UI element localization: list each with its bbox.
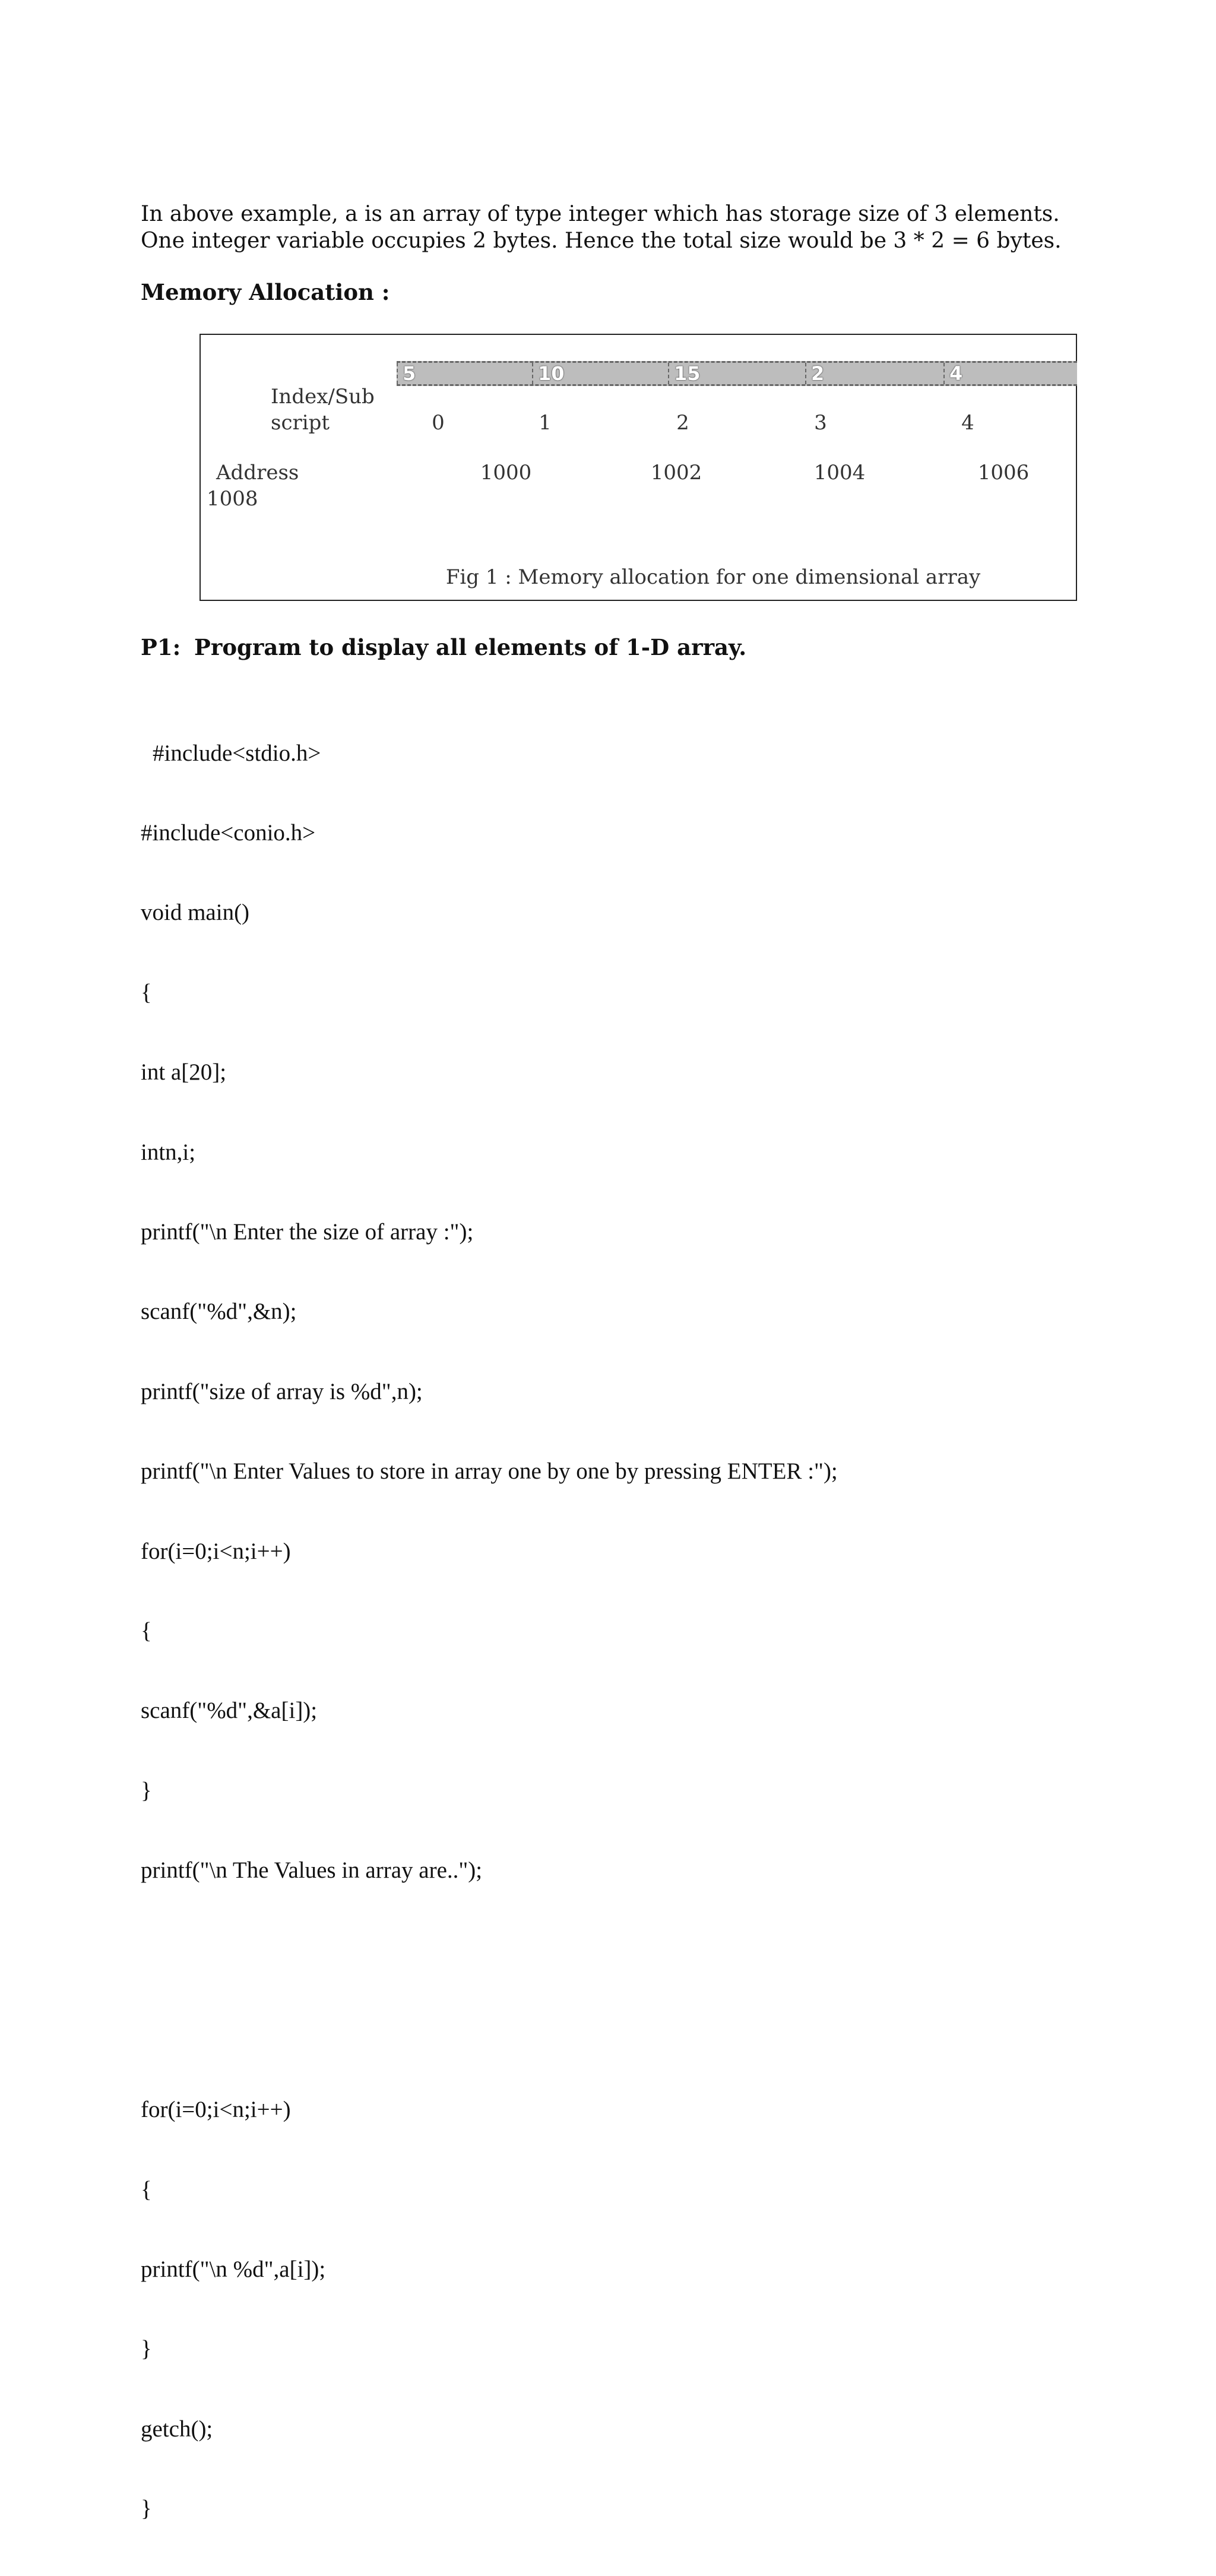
array-cell-3: 2 — [805, 363, 824, 384]
code-line: { — [141, 2176, 152, 2202]
address-value-0: 1000 — [480, 461, 532, 485]
index-value-3: 3 — [814, 411, 827, 435]
program-title: Program to display all elements of 1-D array. — [194, 634, 747, 660]
code-line: #include<stdio.h> — [153, 740, 321, 766]
code-line: void main() — [141, 900, 250, 926]
code-line: for(i=0;i<n;i++) — [141, 2097, 291, 2123]
array-cells-strip — [397, 361, 1077, 386]
address-value-2: 1004 — [813, 461, 866, 485]
memory-allocation-heading: Memory Allocation : — [141, 279, 390, 305]
code-line: printf("\n %d",a[i]); — [141, 2257, 326, 2283]
index-value-2: 2 — [676, 411, 689, 435]
intro-line-2: One integer variable occupies 2 bytes. Hence the total size would be 3 * 2 = 6 bytes. — [141, 229, 1062, 253]
address-value-1: 1002 — [650, 461, 702, 485]
index-value-1: 1 — [539, 411, 552, 435]
array-cell-0: 5 — [397, 363, 416, 384]
code-line: printf("\n Enter Values to store in array one by one by pressing ENTER :"); — [141, 1458, 838, 1485]
code-line: scanf("%d",&n); — [141, 1299, 297, 1325]
array-cell-1: 10 — [532, 363, 565, 384]
program-heading — [141, 634, 746, 660]
code-blank-line — [141, 2017, 838, 2044]
index-label-line-2: script — [271, 411, 330, 435]
memory-allocation-figure — [200, 334, 1077, 601]
code-line: scanf("%d",&a[i]); — [141, 1698, 318, 1724]
index-label-line-1: Index/Sub — [271, 385, 375, 409]
program-number: P1: — [141, 634, 181, 660]
code-line: for(i=0;i<n;i++) — [141, 1538, 291, 1564]
intro-paragraph — [141, 201, 1062, 254]
code-line: { — [141, 979, 152, 1005]
figure-caption: Fig 1 : Memory allocation for one dimensional array — [445, 565, 981, 589]
code-line: getch(); — [141, 2416, 213, 2442]
array-cell-4: 4 — [943, 363, 962, 384]
code-line: printf("\n Enter the size of array :"); — [141, 1219, 474, 1245]
code-line: } — [141, 2496, 152, 2522]
code-line: intn,i; — [141, 1139, 196, 1165]
code-line: } — [141, 1777, 152, 1803]
code-line: { — [141, 1618, 152, 1644]
code-line: printf("\n The Values in array are.."); — [141, 1857, 483, 1884]
index-value-0: 0 — [432, 411, 445, 435]
code-blank-line — [141, 1937, 838, 1964]
code-line: #include<conio.h> — [141, 819, 316, 846]
array-cell-2: 15 — [668, 363, 701, 384]
code-line: int a[20]; — [141, 1059, 227, 1086]
intro-line-1: In above example, a is an array of type integer which has storage size of 3 elements. — [141, 202, 1060, 226]
index-value-4: 4 — [961, 411, 974, 435]
address-value-3: 1006 — [977, 461, 1030, 485]
code-line: printf("size of array is %d",n); — [141, 1378, 423, 1404]
code-listing — [141, 687, 838, 2576]
code-line: } — [141, 2336, 152, 2362]
address-label: Address — [216, 461, 299, 485]
address-value-last: 1008 — [207, 487, 258, 511]
